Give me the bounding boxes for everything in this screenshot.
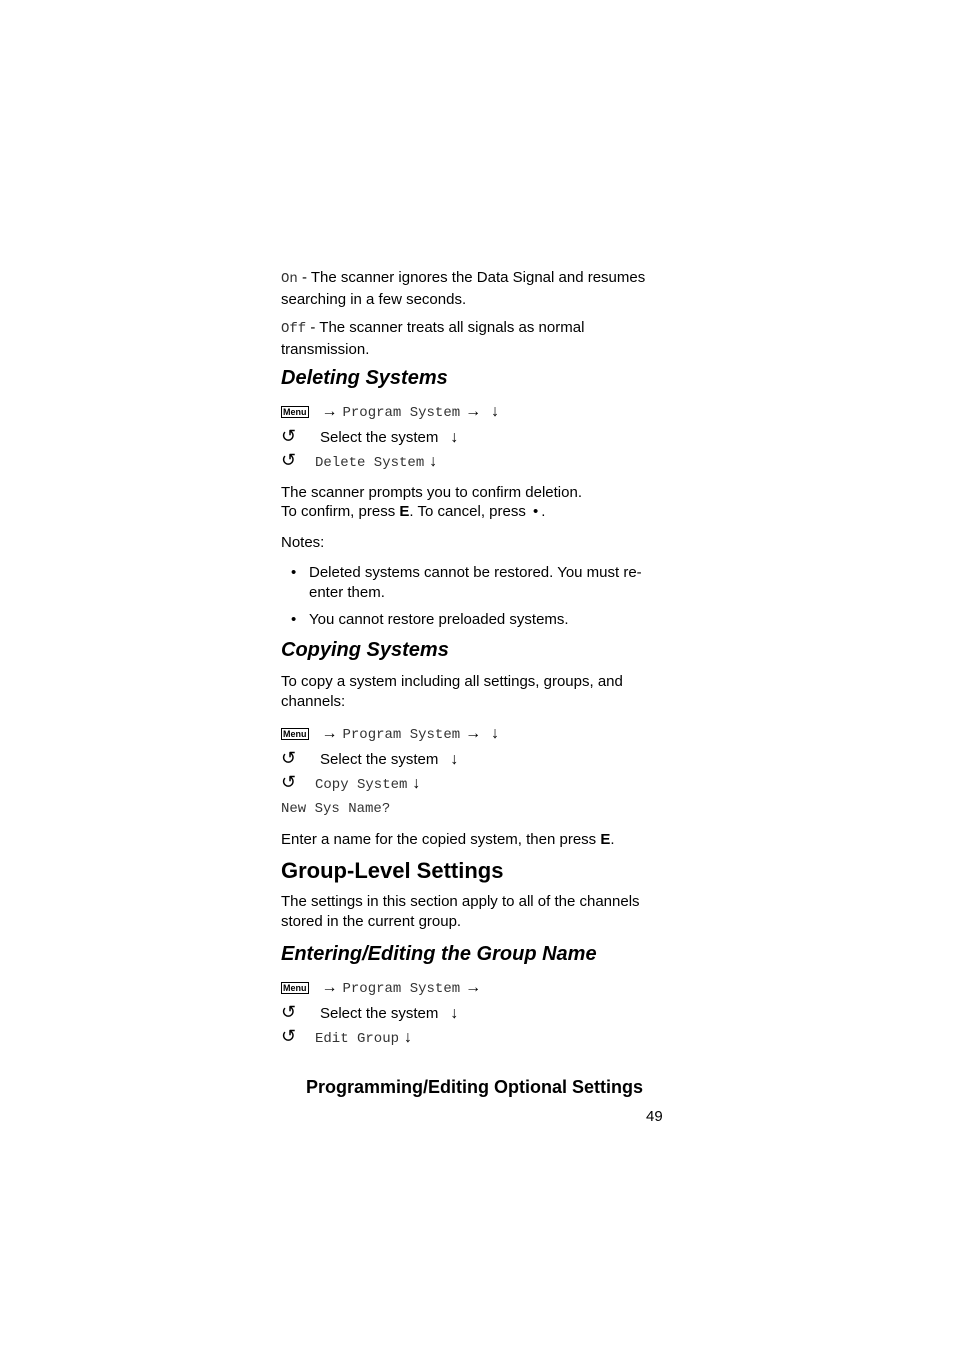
right-arrow-icon: → [465,725,482,742]
rotate-knob-icon: ↺ [281,1026,297,1046]
menu-key-icon: Menu [283,407,307,417]
deleting-heading: Deleting Systems [281,367,448,389]
editing-step-3: ↺ Edit Group ↓ [281,1026,413,1047]
manual-page: On - The scanner ignores the Data Signal and resumes searching in a few seconds. Off - The scanner treats all signals as normal transmission. Deleting Systems Menu → Program System → ↓ ↺ Select the system ↓ ↺ Delete System ↓ The scanner prompts you to confirm deletion. To confirm, press E. To cancel, press • . Notes: • Deleted systems cannot be restored. You must re-enter them. • You cannot restore preloaded systems. Copying Systems To copy a system including all settings, groups, and channels: Menu → Program System → ↓ ↺ Select the system ↓ ↺ Copy System ↓ New Sys Name? Enter a name for the copied system, then press E. Group-Level Settings The settings in this section apply to all of the channels stored in the current group. Entering/Editing the Group Name Menu → Program System → ↺ Select the system ↓ ↺ Edit Group ↓ Programming/Editing Optional Settings 49 [0,0,954,1351]
e-key: E [600,831,611,848]
footer-title: Programming/Editing Optional Settings [306,1077,644,1097]
rotate-knob-icon: ↺ [281,1002,297,1022]
group-level-heading: Group-Level Settings [281,858,504,883]
copying-heading: Copying Systems [281,639,449,661]
right-arrow-icon: → [321,979,338,996]
right-arrow-icon: → [321,403,338,420]
off-description: Off - The scanner treats all signals as normal transmission. [281,319,585,358]
right-arrow-icon: → [465,403,482,420]
group-level-intro: The settings in this section apply to all of the channels stored in the current group. [281,893,640,930]
on-code: On [281,271,298,287]
confirm-line-1: The scanner prompts you to confirm deletion. [281,484,582,501]
right-arrow-icon: → [321,725,338,742]
down-arrow-icon: ↓ [491,725,500,742]
deleting-step-3: ↺ Delete System ↓ [281,450,438,471]
rotate-knob-icon: ↺ [281,450,297,470]
copying-step-1: Menu → Program System → ↓ [283,725,500,743]
down-arrow-icon: ↓ [450,1005,459,1022]
confirm-line-2: To confirm, press E. To cancel, press • . [281,503,546,520]
dot-key-icon: • [533,503,539,520]
down-arrow-icon: ↓ [450,751,459,768]
down-arrow-icon: ↓ [491,403,500,420]
page-number: 49 [646,1108,663,1125]
down-arrow-icon: ↓ [450,429,459,446]
bullet-icon: • [291,564,297,581]
rotate-knob-icon: ↺ [281,426,297,446]
rotate-knob-icon: ↺ [281,748,297,768]
down-arrow-icon: ↓ [429,453,438,470]
editing-step-1: Menu → Program System → [283,979,482,997]
down-arrow-icon: ↓ [404,1029,413,1046]
down-arrow-icon: ↓ [412,775,421,792]
copying-after: Enter a name for the copied system, then press E. [281,831,615,848]
menu-key-icon: Menu [283,983,307,993]
off-code: Off [281,321,307,337]
on-description: On - The scanner ignores the Data Signal and resumes searching in a few seconds. [281,269,646,308]
menu-key-icon: Menu [283,729,307,739]
deleting-step-1: Menu → Program System → ↓ [283,403,500,421]
copying-step-2: ↺ Select the system ↓ [281,748,459,768]
bullet-icon: • [291,611,297,628]
rotate-knob-icon: ↺ [281,772,297,792]
e-key: E [399,503,410,520]
deleting-step-2: ↺ Select the system ↓ [281,426,459,446]
editing-name-heading: Entering/Editing the Group Name [281,943,597,965]
copying-intro: To copy a system including all settings, groups, and channels: [281,673,623,710]
notes-label: Notes: [281,534,325,551]
copying-step-3: ↺ Copy System ↓ [281,772,421,793]
copying-prompt: New Sys Name? [281,801,391,817]
right-arrow-icon: → [465,979,482,996]
editing-step-2: ↺ Select the system ↓ [281,1002,459,1022]
